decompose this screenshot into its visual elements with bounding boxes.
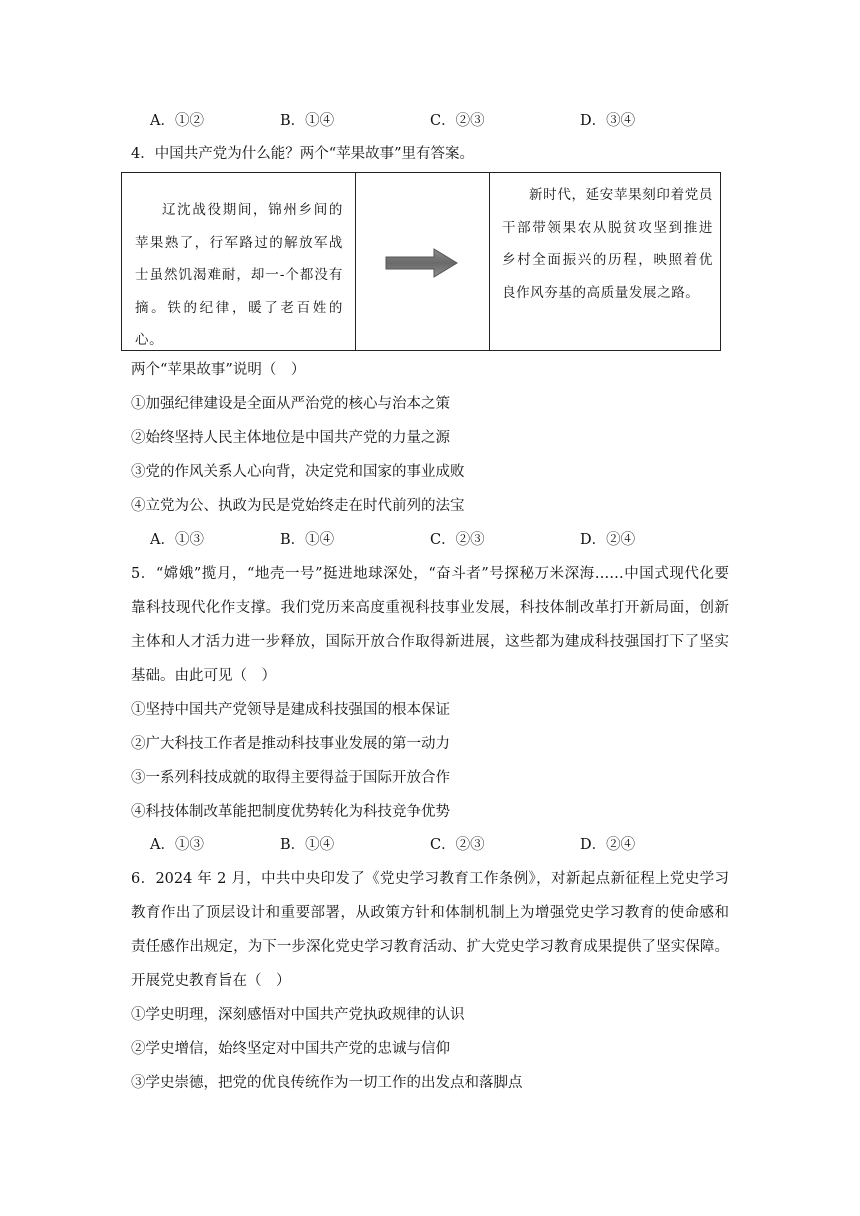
q4-option-b: B．①④ [280,532,335,548]
q5-option-b: B．①④ [280,837,335,853]
q5-item-1: ①坚持中国共产党领导是建成科技强国的根本保证 [131,702,450,718]
q5-option-c: C．②③ [430,837,485,853]
q5-option-d: D．②④ [580,837,636,853]
q5-stem-line-2: 靠科技现代化作支撑。我们党历来高度重视科技事业发展，科技体制改革打开新局面，创新 [131,600,729,616]
q5-stem-line-4: 基础。由此可见（ ） [131,668,276,684]
apple-story-right-text: 新时代，延安苹果刻印着党员干部带领果农从脱贫攻坚到推进乡村全面振兴的历程，映照着优良作风夯基的高质量发展之路。 [502,187,713,301]
q5-stem-line-3: 主体和人才活力进一步释放，国际开放合作取得新进展，这些都为建成科技强国打下了坚实 [131,634,729,650]
q6-item-1: ①学史明理，深刻感悟对中国共产党执政规律的认识 [131,1007,465,1023]
q5-stem-line-1: 5．“嫦娥”揽月，“地壳一号”挺进地球深处，“奋斗者”号探秘万米深海……中国式现代化要 [131,566,729,582]
q3-option-c: C．②③ [430,113,485,129]
q6-item-3: ③学史崇德，把党的优良传统作为一切工作的出发点和落脚点 [131,1075,523,1091]
q6-item-2: ②学史增信，始终坚定对中国共产党的忠诚与信仰 [131,1041,450,1057]
q5-option-a: A．①③ [150,837,204,853]
apple-story-left-cell [122,173,356,350]
q5-item-4: ④科技体制改革能把制度优势转化为科技竞争优势 [131,804,450,820]
q5-item-3: ③一系列科技成就的取得主要得益于国际开放合作 [131,770,450,786]
q4-option-d: D．②④ [580,532,636,548]
q6-stem-line-3: 责任感作出规定，为下一步深化党史学习教育活动、扩大党史学习教育成果提供了坚实保障。 [131,939,729,955]
q4-item-4: ④立党为公、执政为民是党始终走在时代前列的法宝 [131,498,465,514]
q6-stem-line-1: 6．2024 年 2 月，中共中央印发了《党史学习教育工作条例》，对新起点新征程上党史学习 [131,871,729,887]
q4-question: 两个“苹果故事”说明（ ） [131,362,306,378]
q3-option-d: D．③④ [580,113,636,129]
apple-story-left-text: 辽沈战役期间，锦州乡间的苹果熟了，行军路过的解放军战士虽然饥渴难耐，却一-个都没有摘。铁的纪律，暖了老百姓的心。 [135,202,343,348]
apple-story-right-cell [490,173,721,350]
q4-item-2: ②始终坚持人民主体地位是中国共产党的力量之源 [131,430,450,446]
q3-option-a: A．①② [150,113,204,129]
apple-story-table [121,172,721,351]
q3-option-b: B．①④ [280,113,335,129]
q6-stem-line-2: 教育作出了顶层设计和重要部署，从政策方针和体制机制上为增强党史学习教育的使命感和 [131,905,729,921]
q4-option-c: C．②③ [430,532,485,548]
q4-item-3: ③党的作风关系人心向背，决定党和国家的事业成败 [131,464,465,480]
q5-item-2: ②广大科技工作者是推动科技事业发展的第一动力 [131,736,450,752]
q4-stem: 4．中国共产党为什么能？两个“苹果故事”里有答案。 [131,146,475,162]
q6-stem-line-4: 开展党史教育旨在（ ） [131,973,291,989]
q4-item-1: ①加强纪律建设是全面从严治党的核心与治本之策 [131,396,450,412]
apple-story-arrow-cell [356,173,490,350]
q4-option-a: A．①③ [150,532,204,548]
right-arrow-icon [384,247,460,279]
